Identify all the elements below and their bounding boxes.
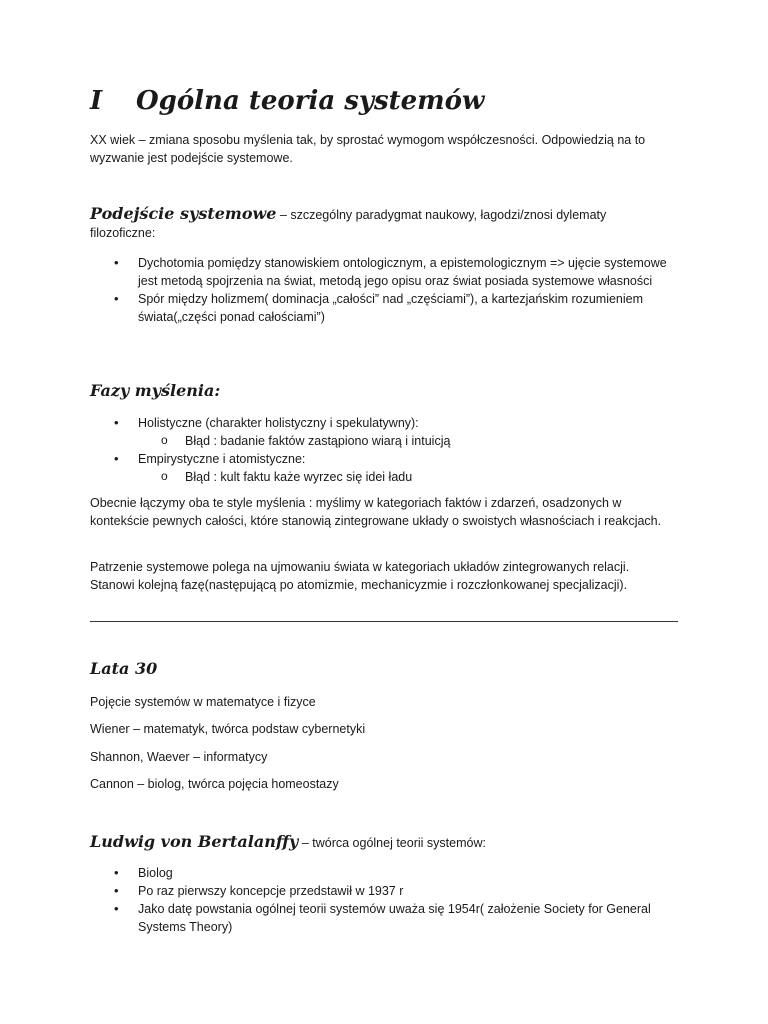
list-item: • Dychotomia pomiędzy stanowiskiem ontologicznym, a epistemologicznym => ujęcie systemowe jest metodą spojrzenia na świat, metodą jego opisu oraz świat posiada systemowe własności: [90, 254, 675, 290]
phase-label: Holistyczne (charakter holistyczny i spekulatywny):: [138, 416, 419, 430]
sub-list: [138, 468, 675, 486]
list-item: [90, 414, 675, 450]
sub-list: [138, 432, 675, 450]
chapter-title: Ogólna teoria systemów: [136, 86, 485, 116]
bertalanffy-heading: Ludwig von Bertalanffy: [90, 832, 299, 851]
phases-list: [90, 414, 675, 486]
list-item: [90, 450, 675, 486]
thirties-line: Cannon – biolog, twórca pojęcia homeostazy: [90, 777, 339, 791]
list-item: • Spór między holizmem( dominacja „całości” nad „częściami”), a kartezjańskim rozumieniem świata(„części ponad całościami”): [90, 290, 675, 326]
intro-paragraph: XX wiek – zmiana sposobu myślenia tak, by sprostać wymogom współczesności. Odpowiedzią na to wyzwanie jest podejście systemowe.: [90, 133, 646, 165]
chapter-number: I: [90, 86, 103, 116]
phases-heading: Fazy myślenia:: [90, 381, 221, 400]
phase-label: Empirystyczne i atomistyczne:: [138, 452, 306, 466]
list-item: • Po raz pierwszy koncepcje przedstawił w 1937 r: [90, 882, 675, 900]
phases-paragraph-1: Obecnie łączymy oba te style myślenia : myślimy w kategoriach faktów i zdarzeń, osadzonych w kontekście pewnych całości, które stanowią zintegrowane układy o swoistych własnościach i reakcjach.: [90, 496, 662, 528]
thirties-line: Pojęcie systemów w matematyce i fizyce: [90, 695, 316, 709]
systemic-approach-desc: – szczególny paradygmat naukowy, łagodzi/znosi dylematy filozoficzne:: [90, 208, 607, 240]
sub-list-item: o Błąd : badanie faktów zastąpiono wiarą i intuicją: [138, 432, 675, 450]
thirties-line: Wiener – matematyk, twórca podstaw cybernetyki: [90, 722, 366, 736]
thirties-heading: Lata 30: [90, 659, 158, 678]
systemic-approach-paragraph: [90, 205, 675, 242]
thirties-line: Shannon, Waever – informatycy: [90, 750, 268, 764]
systemic-bullet-list: [90, 254, 675, 326]
horizontal-divider: [90, 621, 678, 622]
bertalanffy-desc: – twórca ogólnej teorii systemów:: [298, 836, 486, 850]
bertalanffy-list: [90, 864, 675, 936]
page-title: [90, 86, 484, 116]
phases-paragraph-2: Patrzenie systemowe polega na ujmowaniu świata w kategoriach układów zintegrowanych relacji. Stanowi kolejną fazę(następującą po atomizmie, mechanicyzmie i rozczłonkowanej specjalizacji).: [90, 560, 630, 592]
bertalanffy-paragraph: [90, 833, 675, 852]
sub-list-item: o Błąd : kult faktu każe wyrzec się idei ładu: [138, 468, 675, 486]
systemic-approach-heading: Podejście systemowe: [90, 204, 277, 223]
list-item: • Jako datę powstania ogólnej teorii systemów uważa się 1954r( założenie Society for General Systems Theory): [90, 900, 675, 936]
list-item: • Biolog: [90, 864, 675, 882]
